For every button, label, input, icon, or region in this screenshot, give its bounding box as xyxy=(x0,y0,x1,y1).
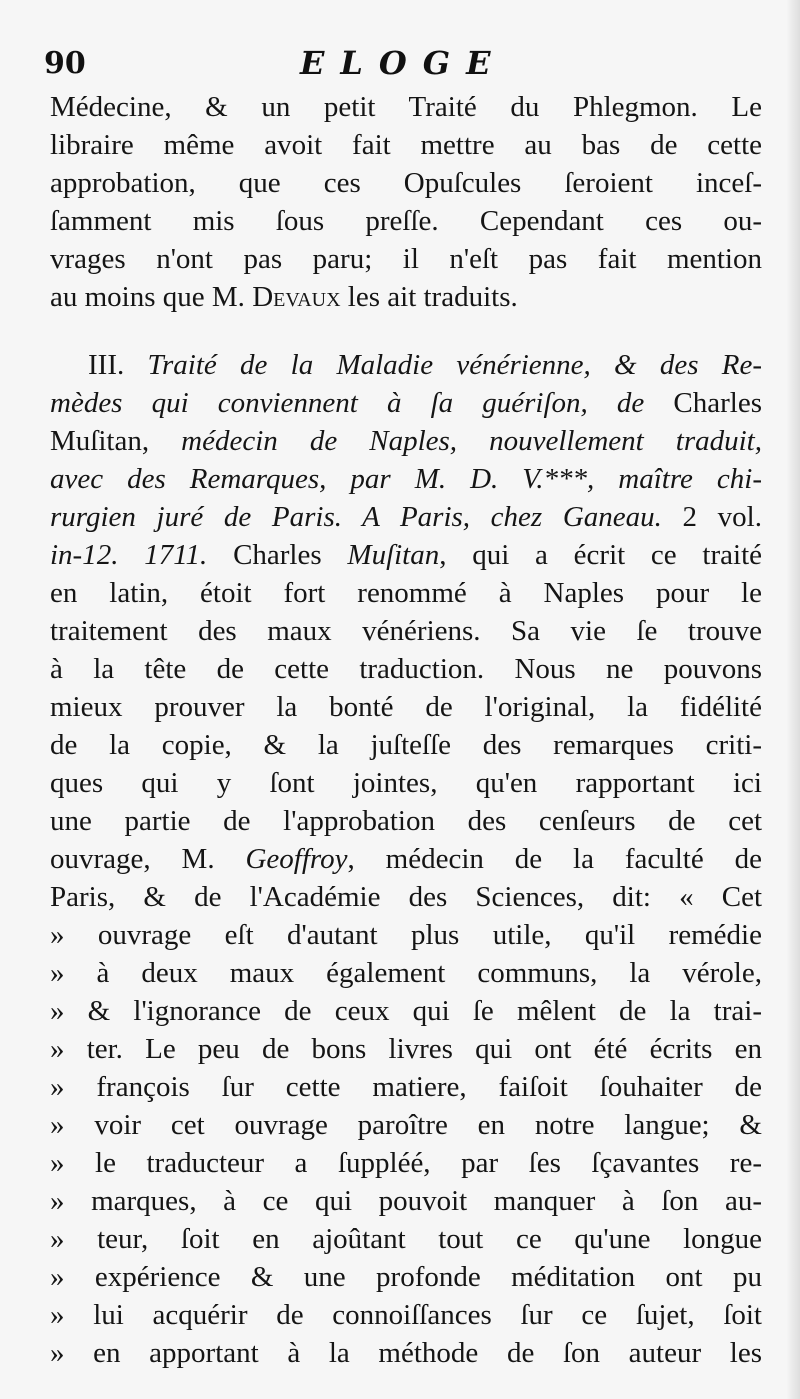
quote-line: » voir cet ouvrage paroître en notre langue; & xyxy=(50,1109,762,1141)
author-name: Devaux xyxy=(252,281,341,313)
text-line xyxy=(50,278,762,316)
author-name: Muſitan xyxy=(347,539,440,571)
text-line: avec des Remarques, par M. D. V.***, maître chi- xyxy=(50,463,762,495)
text-line: à la tête de cette traduction. Nous ne pouvons xyxy=(50,653,762,685)
text-span: les ait traduits. xyxy=(340,281,518,313)
page-edge-shadow xyxy=(786,0,800,1399)
text-line: mieux prouver la bonté de l'original, la fidélité xyxy=(50,691,762,723)
text-line: une partie de l'approbation des cenſeurs de cet xyxy=(50,805,762,837)
quote-line: » expérience & une profonde méditation ont pu xyxy=(50,1261,762,1293)
quote-line: » à deux maux également communs, la vérole, xyxy=(50,957,762,989)
text-span: Charles xyxy=(233,539,348,571)
quote-line: » ouvrage eſt d'autant plus utile, qu'il remédie xyxy=(50,919,762,951)
text-line xyxy=(50,384,762,422)
imprint: rurgien juré de Paris. A Paris, chez Ganeau. xyxy=(50,501,683,533)
text-line: Paris, & de l'Académie des Sciences, dit: « Cet xyxy=(50,881,762,913)
page-number: 90 xyxy=(44,46,86,81)
imprint: in-12. 1711. xyxy=(50,539,234,571)
person-name: Geoffroy xyxy=(245,843,348,875)
page-header xyxy=(44,38,764,84)
text-line: de la copie, & la juſteſſe des remarques criti- xyxy=(50,729,762,761)
text-span: Charles xyxy=(673,387,762,419)
quote-line: » en apportant à la méthode de ſon auteur les xyxy=(50,1337,762,1369)
text-line xyxy=(50,840,762,878)
text-line: ques qui y ſont jointes, qu'en rapportant ici xyxy=(50,767,762,799)
running-head: ELOGE xyxy=(300,44,507,82)
text-line: Médecine, & un petit Traité du Phlegmon. Le xyxy=(50,91,762,123)
quote-line: » ter. Le peu de bons livres qui ont été écrits en xyxy=(50,1033,762,1065)
text-line: approbation, que ces Opuſcules ſeroient inceſ- xyxy=(50,167,762,199)
quote-line: » lui acquérir de connoiſſances ſur ce ſujet, ſoit xyxy=(50,1299,762,1331)
text-line: en latin, étoit fort renommé à Naples pour le xyxy=(50,577,762,609)
text-span: 2 vol. xyxy=(682,501,762,533)
text-line: vrages n'ont pas paru; il n'eſt pas fait mention xyxy=(50,243,762,275)
paragraph-gap xyxy=(50,316,762,346)
text-line xyxy=(50,422,762,460)
text-line: ſamment mis ſous preſſe. Cependant ces ou- xyxy=(50,205,762,237)
quote-line: » & l'ignorance de ceux qui ſe mêlent de la trai- xyxy=(50,995,762,1027)
text-line xyxy=(50,346,762,384)
text-line xyxy=(50,536,762,574)
text-line xyxy=(50,498,762,536)
quote-line: » françois ſur cette matiere, faiſoit ſouhaiter de xyxy=(50,1071,762,1103)
quote-line: » marques, à ce qui pouvoit manquer à ſon au- xyxy=(50,1185,762,1217)
item-number: III. xyxy=(88,349,148,381)
text-span: , qui a écrit ce traité xyxy=(439,539,762,571)
book-title: médecin de Naples, nouvellement traduit, xyxy=(181,425,762,457)
text-line: libraire même avoit fait mettre au bas de cette xyxy=(50,129,762,161)
text-span: Muſitan, xyxy=(50,425,182,457)
text-span: ouvrage, M. xyxy=(50,843,246,875)
text-line: traitement des maux vénériens. Sa vie ſe trouve xyxy=(50,615,762,647)
book-title: Traité de la Maladie vénérienne, & des Re- xyxy=(147,349,763,381)
body-text xyxy=(50,88,762,1372)
text-span: , médecin de la faculté de xyxy=(347,843,763,875)
text-span: au moins que M. xyxy=(50,281,253,313)
quote-line: » teur, ſoit en ajoûtant tout ce qu'une longue xyxy=(50,1223,762,1255)
quote-line: » le traducteur a ſuppléé, par ſes ſçavantes re- xyxy=(50,1147,762,1179)
book-title: mèdes qui conviennent à ſa guériſon, de xyxy=(50,387,674,419)
